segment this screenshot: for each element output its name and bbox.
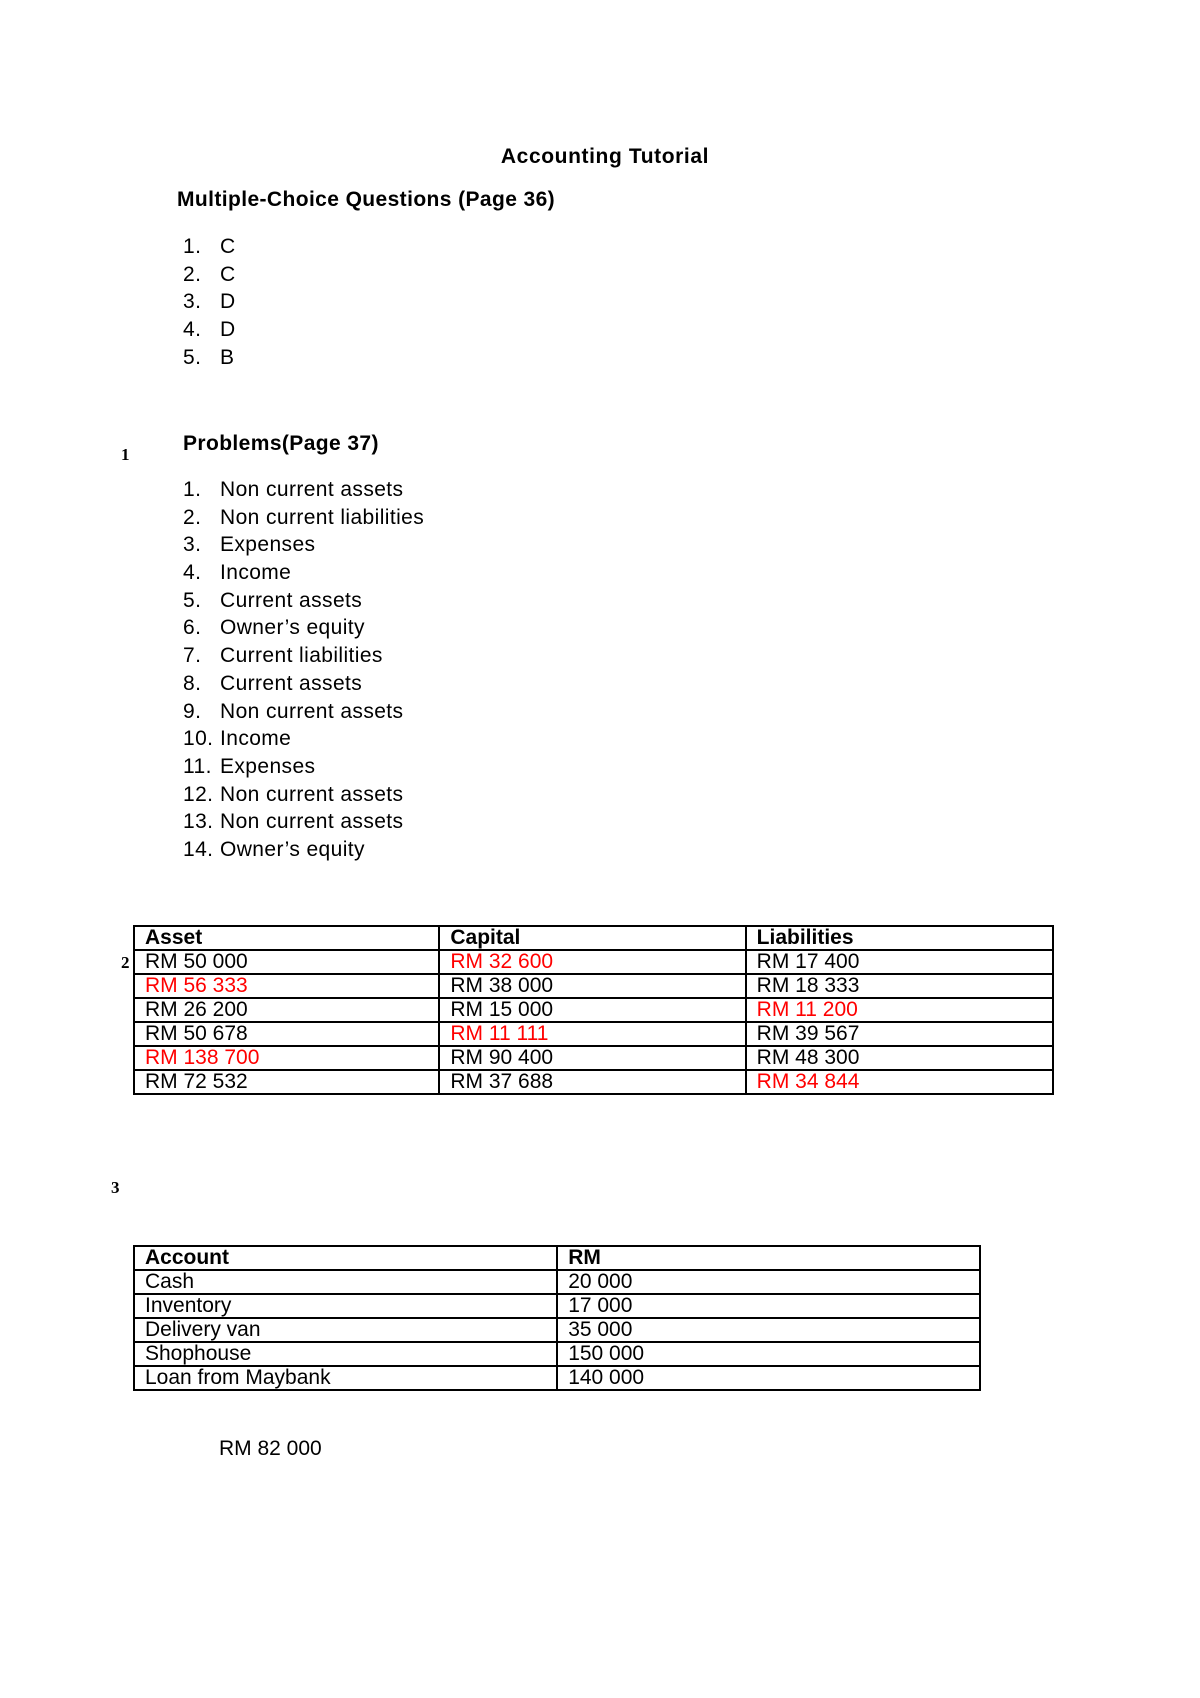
list-number: 11. [183, 754, 212, 778]
answer-cell: RM 11 200 [746, 998, 1053, 1022]
problem-item [183, 725, 503, 753]
problem-item [183, 642, 503, 670]
list-number: 3. [183, 290, 202, 314]
answer-cell: RM 56 333 [134, 974, 439, 998]
list-text: Expenses [220, 533, 316, 557]
mcq-item [183, 233, 383, 261]
table-header-row [134, 1246, 980, 1270]
table-row [134, 950, 1053, 974]
table-row [134, 1270, 980, 1294]
list-number: 14. [183, 837, 214, 861]
table-cell: RM 50 000 [134, 950, 439, 974]
list-text: Non current assets [220, 699, 404, 723]
problems-answer-list [183, 476, 503, 864]
problem-item [183, 476, 503, 504]
table-row [134, 1366, 980, 1390]
table-cell: Shophouse [134, 1342, 557, 1366]
problem-item [183, 504, 503, 532]
table-cell: 35 000 [557, 1318, 980, 1342]
column-header: RM [557, 1246, 980, 1270]
table-row [134, 1070, 1053, 1094]
table-cell: RM 17 400 [746, 950, 1053, 974]
table-cell: RM 37 688 [439, 1070, 745, 1094]
problem-item [183, 781, 503, 809]
list-number: 5. [183, 588, 202, 612]
table-row [134, 1046, 1053, 1070]
problem-marker-3: 3 [111, 1178, 120, 1197]
list-text: Income [220, 561, 292, 585]
column-header: Capital [439, 926, 745, 950]
problem-item [183, 753, 503, 781]
problem-marker-2: 2 [121, 953, 130, 972]
problem-item [183, 808, 503, 836]
equation-table [133, 925, 1054, 1095]
list-number: 4. [183, 318, 202, 342]
table-row [134, 1342, 980, 1366]
table-cell: 17 000 [557, 1294, 980, 1318]
list-text: Owner’s equity [220, 837, 365, 861]
mcq-item [183, 344, 383, 372]
list-number: 7. [183, 644, 202, 668]
accounts-table [133, 1245, 981, 1391]
table-cell: RM 26 200 [134, 998, 439, 1022]
table-cell: 140 000 [557, 1366, 980, 1390]
table-row [134, 1294, 980, 1318]
list-number: 13. [183, 810, 214, 834]
problem-item [183, 587, 503, 615]
list-number: 2. [183, 505, 202, 529]
table-cell: RM 90 400 [439, 1046, 745, 1070]
list-text: C [220, 262, 236, 286]
document-title: Accounting Tutorial [500, 145, 710, 168]
mcq-answer-list [183, 233, 383, 371]
table-cell: RM 50 678 [134, 1022, 439, 1046]
table-cell: RM 18 333 [746, 974, 1053, 998]
problem-item [183, 698, 503, 726]
problem-3-result: RM 82 000 [219, 1437, 322, 1460]
table-cell: RM 15 000 [439, 998, 745, 1022]
table-cell: RM 39 567 [746, 1022, 1053, 1046]
list-number: 5. [183, 345, 202, 369]
list-text: Income [220, 727, 292, 751]
problem-item [183, 836, 503, 864]
column-header: Account [134, 1246, 557, 1270]
table-cell: Inventory [134, 1294, 557, 1318]
list-number: 4. [183, 561, 202, 585]
table-row [134, 998, 1053, 1022]
list-text: Non current assets [220, 782, 404, 806]
list-number: 9. [183, 699, 202, 723]
mcq-heading: Multiple-Choice Questions (Page 36) [177, 188, 556, 211]
list-text: Current assets [220, 588, 363, 612]
problem-item [183, 614, 503, 642]
problem-item [183, 670, 503, 698]
answer-cell: RM 34 844 [746, 1070, 1053, 1094]
problem-item [183, 531, 503, 559]
table-cell: RM 72 532 [134, 1070, 439, 1094]
list-number: 10. [183, 727, 214, 751]
list-text: D [220, 318, 236, 342]
table-header-row [134, 926, 1053, 950]
table-cell: 20 000 [557, 1270, 980, 1294]
list-text: Non current assets [220, 810, 404, 834]
list-text: B [220, 345, 235, 369]
list-text: Non current assets [220, 478, 404, 501]
mcq-item [183, 288, 383, 316]
list-text: C [220, 235, 236, 258]
answer-cell: RM 138 700 [134, 1046, 439, 1070]
table-row [134, 1022, 1053, 1046]
list-text: Non current liabilities [220, 505, 425, 529]
problem-item [183, 559, 503, 587]
list-number: 3. [183, 533, 202, 557]
answer-cell: RM 11 111 [439, 1022, 745, 1046]
list-number: 1. [183, 235, 202, 258]
mcq-item [183, 261, 383, 289]
list-number: 1. [183, 478, 202, 501]
list-text: D [220, 290, 236, 314]
table-row [134, 1318, 980, 1342]
table-cell: Delivery van [134, 1318, 557, 1342]
list-number: 12. [183, 782, 214, 806]
column-header: Asset [134, 926, 439, 950]
list-text: Current assets [220, 671, 363, 695]
list-text: Owner’s equity [220, 616, 365, 640]
table-cell: Loan from Maybank [134, 1366, 557, 1390]
list-number: 2. [183, 262, 202, 286]
column-header: Liabilities [746, 926, 1053, 950]
list-text: Expenses [220, 754, 316, 778]
list-number: 6. [183, 616, 202, 640]
list-text: Current liabilities [220, 644, 383, 668]
problem-marker-1: 1 [121, 445, 130, 464]
table-row [134, 974, 1053, 998]
list-number: 8. [183, 671, 202, 695]
table-cell: RM 48 300 [746, 1046, 1053, 1070]
answer-cell: RM 32 600 [439, 950, 745, 974]
table-cell: Cash [134, 1270, 557, 1294]
problems-heading: Problems(Page 37) [183, 432, 379, 455]
table-cell: 150 000 [557, 1342, 980, 1366]
mcq-item [183, 316, 383, 344]
table-cell: RM 38 000 [439, 974, 745, 998]
